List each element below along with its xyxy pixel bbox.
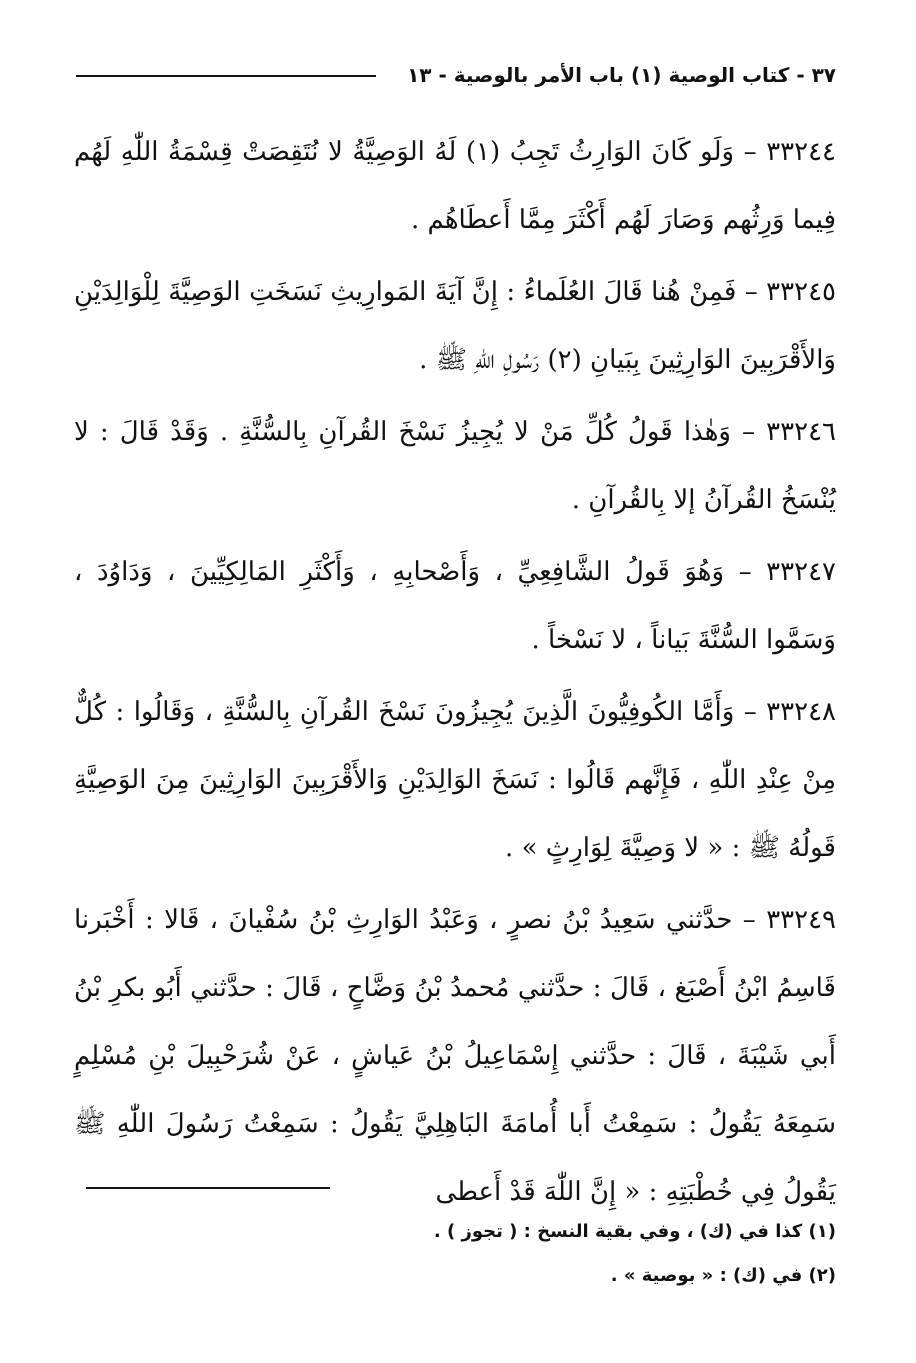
- paragraph: [74, 398, 836, 534]
- paragraph-text: – حدَّثني سَعِيدُ بْنُ نصرٍ ، وَعَبْدُ الوَارِثِ بْنُ سُفْيانَ ، قَالا : أَخْبَرنا قَاسِمُ ابْنُ أَصْبَغ ، قَالَ : حدَّثني مُحمدُ بْنُ وَضَّاحٍ ، قَالَ : حدَّثني أَبُو بكرِ بْنُ أَبي شَيْبَةَ ، قَالَ : حدَّثني إِسْمَاعِيلُ بْنُ عَياشٍ ، عَنْ شُرَحْبِيلَ بْنِ مُسْلِمٍ سَمِعَهُ يَقُولُ : سَمِعْتُ أَبا أُمامَةَ البَاهِلِيَّ يَقُولُ : سَمِعْتُ رَسُولَ اللّٰهِ ﷺ يَقُولُ فِي خُطْبَتِهِ : « إِنَّ اللّٰهَ قَدْ أَعطى: [74, 905, 836, 1207]
- footnote: (١) كذا في (ك) ، وفي بقية النسخ : ( تجوز ) .: [433, 1221, 836, 1242]
- main-text: [74, 118, 836, 1230]
- paragraph-number: ٣٣٢٤٥: [766, 277, 836, 307]
- paragraph-text: – وَلَو كَانَ الوَارِثُ تَجِبُ (١) لَهُ الوَصِيَّةُ لا نُتَقِصَتْ قِسْمَةُ اللّٰهِ لَهُم فِيما وَرِثُهم وَصَارَ لَهُم أَكْثَرَ مِمَّا أَعطَاهُم .: [74, 137, 836, 235]
- footnote: (٢) في (ك) : « بوصية » .: [610, 1265, 836, 1286]
- paragraph-number: ٣٣٢٤٨: [766, 697, 836, 727]
- paragraph: [74, 886, 836, 1226]
- paragraph-number: ٣٣٢٤٧: [766, 557, 836, 587]
- paragraph: [74, 258, 836, 394]
- running-header: [76, 60, 836, 92]
- paragraph-number: ٣٣٢٤٩: [766, 905, 837, 935]
- paragraph-number: ٣٣٢٤٤: [766, 137, 837, 167]
- paragraph-text: – وَأَمَّا الكُوفِيُّونَ الَّذِينَ يُجِيزُونَ نَسْخَ القُرآنِ بِالسُّنَّةِ ، وَقَالُوا : كُلٌّ مِنْ عِنْدِ اللّٰهِ ، فَإِنَّهم قَالُوا : نَسَخَ الوَالِدَيْنِ وَالأَقْرَبِينَ الوَارِثِينَ مِنَ الوَصِيَّةِ قَولُهُ ﷺ : « لا وَصِيَّةَ لِوَارِثٍ » .: [74, 697, 836, 863]
- paragraph: [74, 538, 836, 674]
- paragraph-text: – وَهٰذا قَولُ كُلِّ مَنْ لا يُجِيزُ نَسْخَ القُرآنِ بِالسُّنَّةِ . وَقَدْ قَالَ : لا يُنْسَخُ القُرآنُ إلا بِالقُرآنِ .: [74, 417, 836, 515]
- footnote-separator: [86, 1187, 330, 1189]
- paragraph: [74, 118, 836, 254]
- header-rule: [76, 75, 376, 77]
- paragraph: [74, 678, 836, 882]
- paragraph-number: ٣٣٢٤٦: [766, 417, 836, 447]
- paragraph-text: – وَهُوَ قَولُ الشَّافِعِيِّ ، وَأَصْحابِهِ ، وَأَكْثَرِ المَالِكِيِّينَ ، وَدَاوُدَ ، وَسَمَّوا السُّنَّةَ بَياناً ، لا نَسْخاً .: [74, 557, 836, 655]
- footnotes: [74, 1210, 836, 1298]
- paragraph-text: – فَمِنْ هُنا قَالَ العُلَماءُ : إِنَّ آيَةَ المَوارِيثِ نَسَخَتِ الوَصِيَّةَ لِلْوَالِدَيْنِ وَالأَقْرَبِينَ الوَارِثِينَ بِبَيانِ (٢) رَسُولِ اللّٰهِ ﷺ .: [74, 277, 836, 375]
- header-title: ٣٧ - كتاب الوصية (١) باب الأمر بالوصية - ١٣: [407, 63, 836, 87]
